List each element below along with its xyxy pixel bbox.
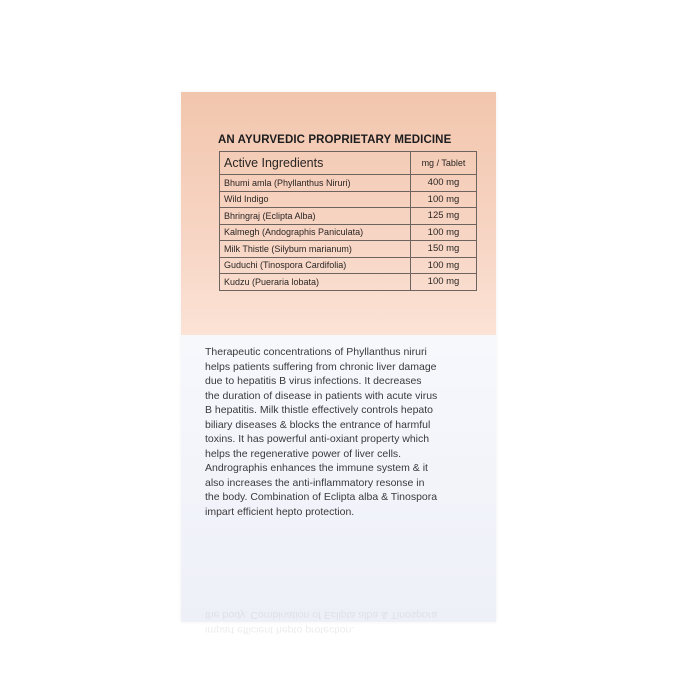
header-mg-per-tablet: mg / Tablet (411, 152, 477, 175)
description-line: biliary diseases & blocks the entrance of harmful (205, 418, 431, 431)
ingredients-panel (181, 92, 496, 335)
description-line: toxins. It has powerful anti-oxiant property which (205, 433, 430, 445)
description-line: B hepatitis. Milk thistle effectively controls hepato (205, 404, 434, 416)
ingredient-dose: 100 mg (411, 224, 477, 241)
ingredient-name: Wild Indigo (220, 191, 411, 208)
ingredient-name: Bhumi amla (Phyllanthus Niruri) (220, 175, 411, 192)
medicine-heading: AN AYURVEDIC PROPRIETARY MEDICINE (218, 134, 452, 146)
table-header-row (220, 152, 477, 175)
table-row (220, 191, 477, 208)
ingredient-dose: 400 mg (411, 175, 477, 192)
ingredient-name: Guduchi (Tinospora Cardifolia) (220, 257, 411, 274)
table-row (220, 241, 477, 258)
description-line: due to hepatitis B virus infections. It decreases (205, 375, 422, 387)
ingredient-dose: 125 mg (411, 208, 477, 225)
ingredient-dose: 100 mg (411, 191, 477, 208)
description-text (205, 345, 480, 519)
reflection-line: impart efficient hepto protection. (205, 624, 355, 636)
ingredient-dose: 150 mg (411, 241, 477, 258)
description-line: helps patients suffering from chronic liver damage (205, 360, 437, 373)
medicine-box (181, 92, 496, 622)
description-line: Andrographis enhances the immune system & it (205, 462, 428, 474)
description-reflection (205, 608, 495, 637)
ingredient-dose: 100 mg (411, 274, 477, 291)
description-line: helps the regenerative power of liver cells. (205, 447, 402, 460)
description-line: the duration of disease in patients with acute virus (205, 389, 438, 402)
ingredient-name: Kalmegh (Andographis Paniculata) (220, 224, 411, 241)
table-row (220, 257, 477, 274)
description-line: impart efficient hepto protection. (205, 505, 355, 518)
description-line: Therapeutic concentrations of Phyllanthus niruri (205, 346, 427, 358)
reflection-line: the body. Combination of Eclipta alba & Tinospora (205, 609, 438, 622)
table-row (220, 274, 477, 291)
ingredient-dose: 100 mg (411, 257, 477, 274)
header-active-ingredients: Active Ingredients (220, 152, 411, 175)
table-row (220, 175, 477, 192)
ingredient-name: Milk Thistle (Silybum marianum) (220, 241, 411, 258)
ingredient-name: Bhringraj (Eclipta Alba) (220, 208, 411, 225)
ingredients-table (219, 151, 477, 291)
description-line: the body. Combination of Eclipta alba & Tinospora (205, 491, 438, 503)
description-line: also increases the anti-inflammatory resonse in (205, 476, 425, 489)
table-row (220, 224, 477, 241)
ingredient-name: Kudzu (Pueraria lobata) (220, 274, 411, 291)
table-row (220, 208, 477, 225)
